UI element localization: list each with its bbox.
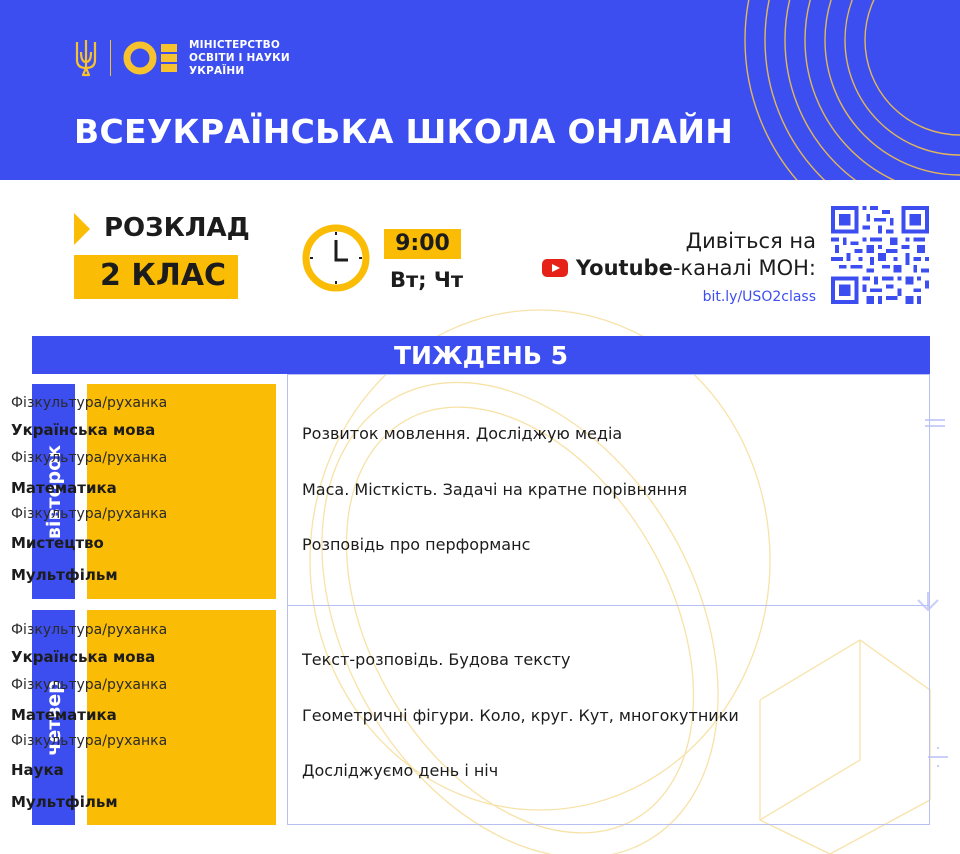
arrow-marker-icon [74, 213, 90, 245]
trident-icon [74, 38, 98, 78]
broadcast-time: 9:00 [395, 231, 450, 256]
subject-item: Фізкультура/руханка [11, 677, 168, 693]
subject-item: Математика [11, 479, 117, 497]
week-header: ТИЖДЕНЬ 5 [32, 336, 930, 374]
subject-item: Мультфільм [11, 566, 118, 584]
clock-icon [302, 224, 370, 292]
ministry-name-line: УКРАЇНИ [189, 64, 245, 77]
header-banner [0, 0, 960, 180]
subject-item: Фізкультура/руханка [11, 450, 168, 466]
subject-item: Українська мова [11, 648, 156, 666]
grade-label: 2 КЛАС [100, 258, 226, 293]
day-label: вівторок [42, 444, 65, 539]
subject-item: Українська мова [11, 421, 156, 439]
subject-item: Наука [11, 761, 64, 779]
ministry-logo [74, 38, 290, 78]
subject-item: Математика [11, 706, 117, 724]
subject-item: Фізкультура/руханка [11, 733, 168, 749]
qr-code-icon[interactable] [831, 206, 929, 304]
channel-link[interactable]: bit.ly/USO2class [702, 289, 816, 305]
subject-item: Мистецтво [11, 534, 104, 552]
subject-item: Фізкультура/руханка [11, 395, 168, 411]
logo-separator [110, 40, 111, 76]
schedule-label: РОЗКЛАД [104, 213, 250, 243]
ministry-name-line: ОСВІТИ І НАУКИ [189, 51, 290, 64]
topic-item: Розвиток мовлення. Досліджую медіа [302, 424, 623, 443]
ministry-name-line: МІНІСТЕРСТВО [189, 38, 280, 51]
topic-item: Маса. Місткість. Задачі на кратне порівняння [302, 480, 688, 499]
ministry-name [189, 39, 290, 78]
decorative-rings [0, 0, 960, 180]
broadcast-days: Вт; Чт [390, 268, 464, 292]
youtube-channel-suffix: -каналі МОН: [672, 256, 816, 280]
topic-item: Розповідь про перформанс [302, 535, 531, 554]
mon-logo-icon [123, 40, 179, 76]
page-title: ВСЕУКРАЇНСЬКА ШКОЛА ОНЛАЙН [74, 112, 734, 151]
subject-item: Мультфільм [11, 793, 118, 811]
youtube-channel-label [542, 256, 816, 280]
subject-item: Фізкультура/руханка [11, 622, 168, 638]
youtube-name: Youtube [575, 256, 673, 280]
topic-item: Текст-розповідь. Будова тексту [302, 650, 571, 669]
youtube-icon [542, 259, 568, 277]
topic-item: Геометричні фігури. Коло, круг. Кут, многокутники [302, 706, 739, 725]
watch-on-label: Дивіться на [685, 229, 816, 253]
subject-item: Фізкультура/руханка [11, 506, 168, 522]
day-label: четвер [42, 679, 65, 756]
topic-item: Досліджуємо день і ніч [302, 761, 499, 780]
